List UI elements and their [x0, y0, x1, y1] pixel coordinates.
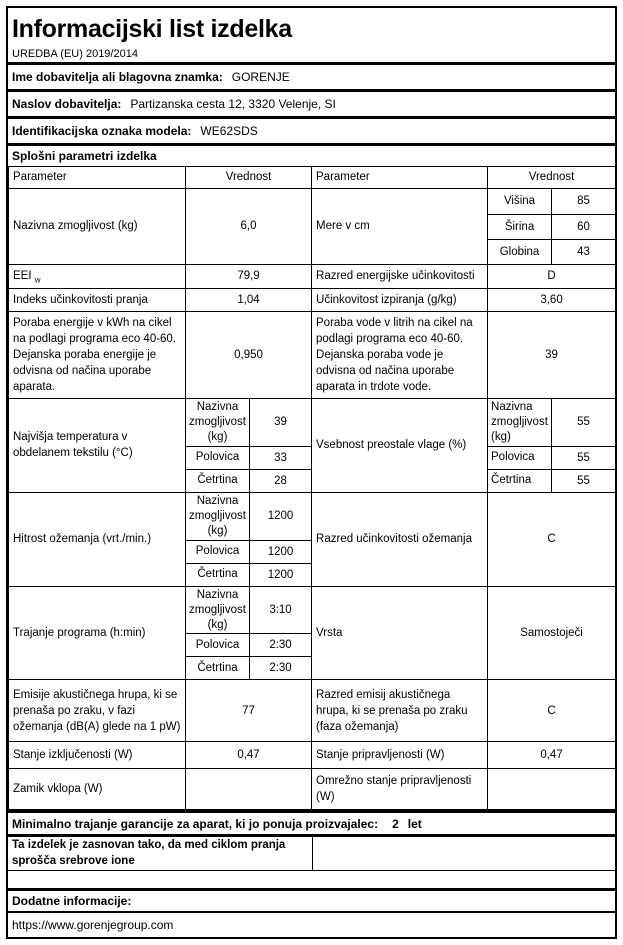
website-row	[8, 913, 615, 937]
rinse-effectiveness-value: 3,60	[488, 289, 616, 312]
moisture-half-value: 55	[552, 446, 616, 469]
spacer-row	[8, 871, 615, 891]
moisture-half-label: Polovica	[488, 446, 552, 469]
table-row	[9, 680, 616, 742]
wash-index-label: Indeks učinkovitosti pranja	[9, 289, 186, 312]
title-block	[8, 8, 615, 62]
dimension-height-value: 85	[552, 189, 616, 215]
wash-index-value: 1,04	[186, 289, 312, 312]
supplier-address-value: Partizanska cesta 12, 3320 Velenje, SI	[130, 97, 336, 111]
max-temp-rated-label: Nazivna zmogljivost (kg)	[186, 399, 250, 447]
water-consumption-label: Poraba vode v litrih na cikel na podlagi programa eco 40-60. Dejanska poraba vode je odvisna od načina uporabe aparata in trdote vode.	[312, 312, 488, 399]
eei-value: 79,9	[186, 265, 312, 289]
dimension-depth-label: Globina	[488, 240, 552, 265]
spin-quarter-value: 1200	[250, 563, 312, 586]
spin-half-value: 1200	[250, 540, 312, 563]
type-label: Vrsta	[312, 586, 488, 680]
spin-speed-label: Hitrost ožemanja (vrt./min.)	[9, 492, 186, 586]
spin-class-label: Razred učinkovitosti ožemanja	[312, 492, 488, 586]
off-mode-value: 0,47	[186, 742, 312, 769]
spin-quarter-label: Četrtina	[186, 563, 250, 586]
moisture-quarter-value: 55	[552, 469, 616, 492]
website-link[interactable]: https://www.gorenjegroup.com	[12, 918, 174, 933]
network-standby-label: Omrežno stanje pripravljenosti (W)	[312, 769, 488, 810]
model-id-value: WE62SDS	[200, 124, 258, 138]
energy-consumption-label: Poraba energije v kWh na cikel na podlagi programa eco 40-60. Dejanska poraba energije je odvisna od načina uporabe aparata.	[9, 312, 186, 399]
product-fiche-sheet	[6, 6, 617, 939]
eei-label-subscript: w	[34, 275, 41, 285]
table-row	[9, 189, 616, 215]
spin-rated-label: Nazivna zmogljivost (kg)	[186, 492, 250, 540]
moisture-rated-label: Nazivna zmogljivost (kg)	[488, 399, 552, 447]
table-row	[9, 399, 616, 447]
parameters-table	[8, 166, 616, 810]
silver-ion-value-cell	[313, 837, 615, 870]
residual-moisture-label: Vsebnost preostale vlage (%)	[312, 399, 488, 493]
additional-info-row	[8, 891, 615, 913]
energy-consumption-value: 0,950	[186, 312, 312, 399]
duration-half-label: Polovica	[186, 634, 250, 657]
page-title: Informacijski list izdelka	[12, 15, 292, 43]
duration-half-value: 2:30	[250, 634, 312, 657]
table-row	[9, 769, 616, 810]
eei-label-text: EEI	[13, 269, 32, 282]
guarantee-label: Minimalno trajanje garancije za aparat, ki jo ponuja proizvajalec:	[12, 816, 379, 831]
silver-ion-row	[8, 837, 615, 871]
noise-emission-label: Emisije akustičnega hrupa, ki se prenaša po zraku, v fazi ožemanja (dB(A) glede na 1 pW)	[9, 680, 186, 742]
table-row	[9, 265, 616, 289]
header-value-right: Vrednost	[488, 167, 616, 189]
general-parameters-title: Splošni parametri izdelka	[12, 149, 157, 163]
capacity-value: 6,0	[186, 189, 312, 265]
header-value-left: Vrednost	[186, 167, 312, 189]
rinse-effectiveness-label: Učinkovitost izpiranja (g/kg)	[312, 289, 488, 312]
delay-start-label: Zamik vklopa (W)	[9, 769, 186, 810]
network-standby-value	[488, 769, 616, 810]
supplier-address-row	[8, 89, 615, 116]
guarantee-value: 2	[392, 816, 399, 831]
regulation-subtitle: UREDBA (EU) 2019/2014	[12, 48, 138, 60]
model-id-label: Identifikacijska oznaka modela:	[12, 124, 192, 138]
moisture-rated-value: 55	[552, 399, 616, 447]
silver-ion-text: Ta izdelek je zasnovan tako, da med ciklom pranja sprošča srebrove ione	[8, 837, 313, 870]
additional-info-label: Dodatne informacije:	[12, 894, 132, 909]
standby-value: 0,47	[488, 742, 616, 769]
header-parameter-right: Parameter	[312, 167, 488, 189]
general-parameters-header	[8, 143, 615, 166]
dimension-width-value: 60	[552, 215, 616, 240]
duration-quarter-value: 2:30	[250, 657, 312, 680]
guarantee-row	[8, 810, 615, 837]
max-temp-half-label: Polovica	[186, 446, 250, 469]
moisture-quarter-label: Četrtina	[488, 469, 552, 492]
programme-duration-label: Trajanje programa (h:min)	[9, 586, 186, 680]
dimensions-label: Mere v cm	[312, 189, 488, 265]
standby-label: Stanje pripravljenosti (W)	[312, 742, 488, 769]
table-row	[9, 289, 616, 312]
spin-class-value: C	[488, 492, 616, 586]
noise-emission-value: 77	[186, 680, 312, 742]
table-row	[9, 586, 616, 634]
eei-label	[9, 265, 186, 289]
spin-half-label: Polovica	[186, 540, 250, 563]
water-consumption-value: 39	[488, 312, 616, 399]
table-row	[9, 312, 616, 399]
supplier-brand-label: Ime dobavitelja ali blagovna znamka:	[12, 70, 223, 84]
type-value: Samostoječi	[488, 586, 616, 680]
energy-class-label: Razred energijske učinkovitosti	[312, 265, 488, 289]
max-temp-rated-value: 39	[250, 399, 312, 447]
dimension-width-label: Širina	[488, 215, 552, 240]
table-header-row	[9, 167, 616, 189]
model-id-row	[8, 116, 615, 143]
energy-class-value: D	[488, 265, 616, 289]
duration-quarter-label: Četrtina	[186, 657, 250, 680]
noise-class-label: Razred emisij akustičnega hrupa, ki se prenaša po zraku (faza ožemanja)	[312, 680, 488, 742]
supplier-brand-value: GORENJE	[231, 70, 290, 84]
header-parameter-left: Parameter	[9, 167, 186, 189]
dimension-height-label: Višina	[488, 189, 552, 215]
noise-class-value: C	[488, 680, 616, 742]
duration-rated-label: Nazivna zmogljivost (kg)	[186, 586, 250, 634]
dimension-depth-value: 43	[552, 240, 616, 265]
capacity-label: Nazivna zmogljivost (kg)	[9, 189, 186, 265]
max-temp-quarter-value: 28	[250, 469, 312, 492]
off-mode-label: Stanje izključenosti (W)	[9, 742, 186, 769]
duration-rated-value: 3:10	[250, 586, 312, 634]
table-row	[9, 742, 616, 769]
spin-rated-value: 1200	[250, 492, 312, 540]
max-temperature-label: Najvišja temperatura v obdelanem tekstilu (°C)	[9, 399, 186, 493]
supplier-address-label: Naslov dobavitelja:	[12, 97, 122, 111]
max-temp-quarter-label: Četrtina	[186, 469, 250, 492]
delay-start-value	[186, 769, 312, 810]
max-temp-half-value: 33	[250, 446, 312, 469]
supplier-brand-row	[8, 62, 615, 89]
guarantee-unit: let	[407, 816, 422, 831]
table-row	[9, 492, 616, 540]
